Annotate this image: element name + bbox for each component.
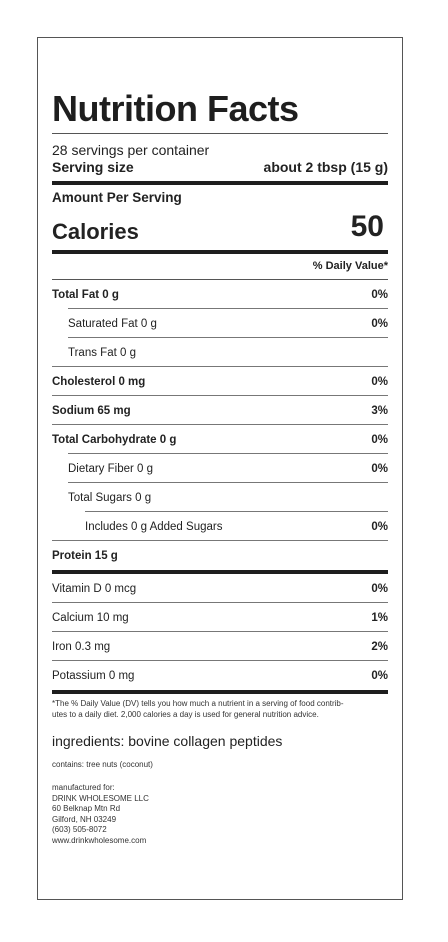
nutrient-row	[52, 280, 388, 309]
nutrient-label: Saturated Fat 0 g	[68, 318, 157, 330]
footnote-line: *The % Daily Value (DV) tells you how much a nutrient in a serving of food contrib-	[52, 699, 344, 708]
divider-thick	[52, 690, 388, 694]
nutrient-label: Total Fat 0 g	[52, 289, 119, 301]
vitamin-dv: 2%	[371, 641, 388, 653]
nutrient-dv: 0%	[371, 521, 388, 533]
vitamin-label: Calcium 10 mg	[52, 612, 129, 624]
amount-per-serving: Amount Per Serving	[52, 190, 182, 205]
nutrient-label: Protein 15 g	[52, 550, 118, 562]
nutrient-dv: 0%	[371, 318, 388, 330]
nutrient-row	[52, 541, 388, 570]
nutrient-row	[52, 309, 388, 338]
vitamin-label: Potassium 0 mg	[52, 670, 135, 682]
daily-value-header: % Daily Value*	[312, 260, 388, 272]
label-title: Nutrition Facts	[52, 88, 299, 129]
nutrient-label: Total Carbohydrate 0 g	[52, 434, 177, 446]
nutrient-label: Includes 0 g Added Sugars	[85, 521, 223, 533]
serving-size-value: about 2 tbsp (15 g)	[263, 159, 388, 175]
nutrient-row	[52, 396, 388, 425]
nutrient-row	[52, 425, 388, 454]
vitamin-row	[52, 574, 388, 603]
manufacturer-intro: manufactured for:	[52, 783, 115, 792]
serving-size-label: Serving size	[52, 159, 134, 175]
nutrient-dv: 0%	[371, 463, 388, 475]
manufacturer-website: www.drinkwholesome.com	[52, 835, 147, 845]
nutrient-row	[52, 512, 388, 541]
nutrient-row	[52, 338, 388, 367]
vitamin-row	[52, 632, 388, 661]
manufacturer-city: Gilford, NH 03249	[52, 814, 117, 824]
nutrient-label: Cholesterol 0 mg	[52, 376, 146, 388]
nutrient-dv: 0%	[371, 289, 388, 301]
divider	[52, 133, 388, 134]
nutrient-label: Total Sugars 0 g	[68, 492, 152, 504]
nutrient-dv: 3%	[371, 405, 388, 417]
manufacturer-info	[52, 783, 149, 846]
servings-per-container: 28 servings per container	[52, 142, 210, 158]
nutrient-dv: 0%	[371, 376, 388, 388]
nutrient-label: Trans Fat 0 g	[68, 347, 136, 359]
calories-value: 50	[350, 210, 384, 243]
vitamin-label: Iron 0.3 mg	[52, 641, 111, 653]
nutrient-label: Dietary Fiber 0 g	[68, 463, 154, 475]
vitamin-dv: 1%	[371, 612, 388, 624]
calories-label: Calories	[52, 219, 139, 244]
nutrient-row	[52, 454, 388, 483]
nutrition-label-panel	[37, 37, 403, 900]
vitamin-row	[52, 661, 388, 690]
vitamin-label: Vitamin D 0 mcg	[52, 583, 137, 595]
vitamin-dv: 0%	[371, 670, 388, 682]
manufacturer-street: 60 Belknap Mtn Rd	[52, 804, 121, 813]
footnote-line: utes to a daily diet. 2,000 calories a day is used for general nutrition advice.	[52, 710, 319, 719]
nutrient-dv: 0%	[371, 434, 388, 446]
divider-thick	[52, 250, 388, 254]
ingredients-text: ingredients: bovine collagen peptides	[52, 733, 283, 749]
nutrient-label: Sodium 65 mg	[52, 405, 131, 417]
vitamin-dv: 0%	[371, 583, 388, 595]
vitamin-row	[52, 603, 388, 632]
divider-thick	[52, 181, 388, 185]
nutrient-row	[52, 367, 388, 396]
manufacturer-name: DRINK WHOLESOME LLC	[52, 793, 149, 803]
daily-value-footnote	[52, 698, 388, 720]
nutrient-row	[52, 483, 388, 512]
manufacturer-phone: (603) 505-8072	[52, 825, 107, 834]
allergen-contains: contains: tree nuts (coconut)	[52, 760, 153, 769]
